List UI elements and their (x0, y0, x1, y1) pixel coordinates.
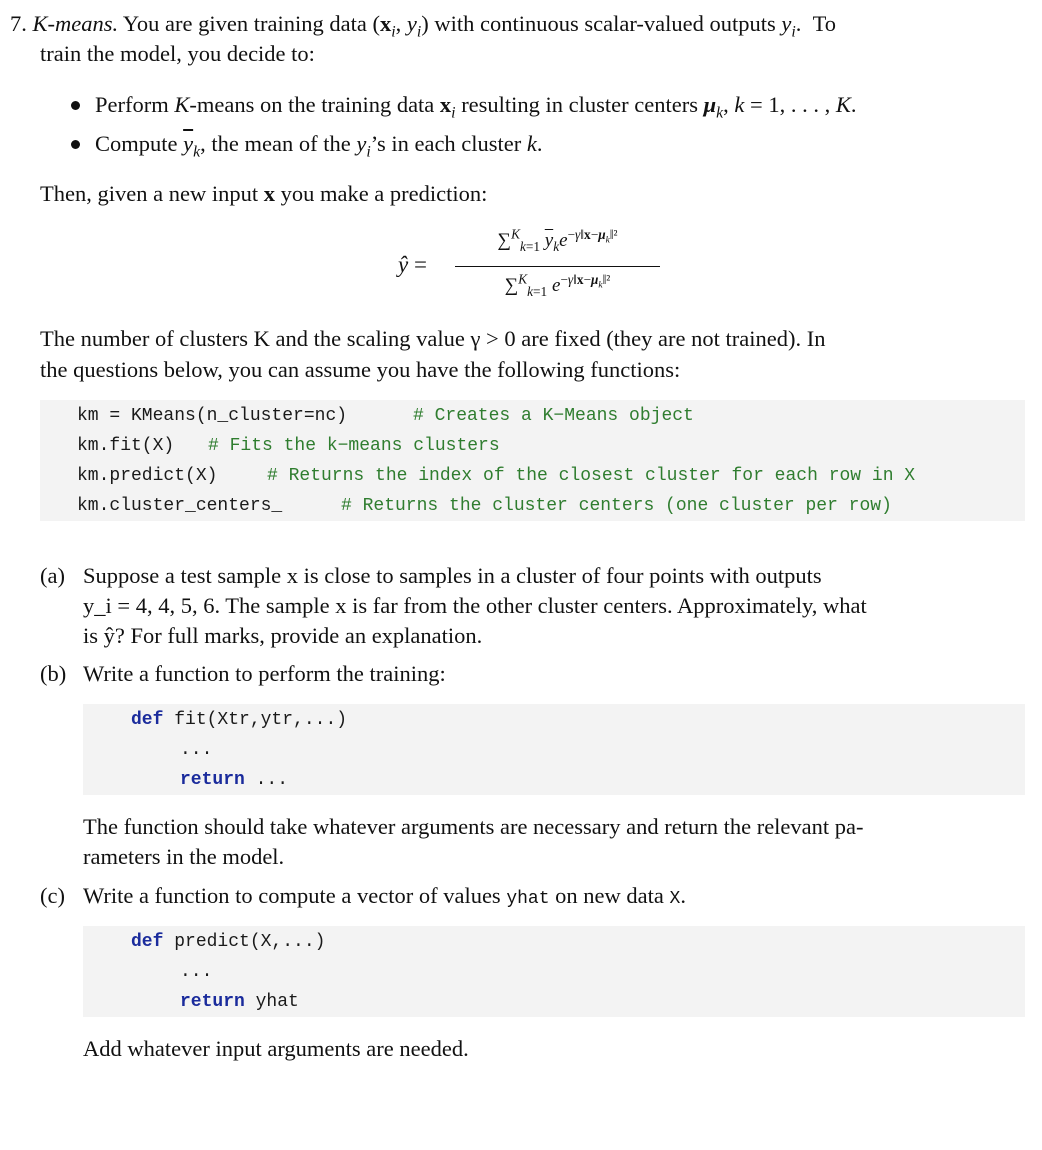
code-line (77, 431, 500, 461)
code-line (180, 765, 288, 795)
problem-intro-line2: train the model, you decide to: (40, 41, 315, 66)
part-c-X: X (669, 889, 681, 909)
code-comment: # Returns the cluster centers (one cluster per row) (341, 496, 892, 516)
bullet1-text-b: -means on the training data (189, 92, 435, 117)
bullet2-text-c: ’s in each cluster (370, 131, 522, 156)
part-b-label: (b) (40, 661, 67, 686)
equation-numerator: ∑$^K_{k=1}$ $\overline{y}_ke^{-\gamma‖x-\mu_k‖^2}$ (497, 226, 618, 254)
code-keyword: def (131, 710, 164, 730)
intro-text-c: To (812, 11, 837, 36)
code-line (77, 461, 916, 491)
part-c-text-b: on new data (555, 883, 664, 908)
intro-text-b: ) with continuous scalar-valued outputs (421, 11, 776, 36)
intro-text-a: You are given training data ( (122, 11, 380, 36)
bullet-item-kmeans: Perform K-means on the training data $x_i$ resulting in cluster centers $\mu_k$, k = 1, . . . , K. (95, 92, 857, 122)
part-c-yhat: yhat (506, 889, 550, 909)
bullet2-text-b: , the mean of the (200, 131, 351, 156)
part-a-line1: Suppose a test sample x is close to samples in a cluster of four points with outputs (83, 563, 822, 588)
code-block-functions (40, 400, 1025, 521)
bullet-icon (71, 101, 80, 110)
problem-title: K-means. (32, 11, 119, 36)
equation-denominator: ∑$^K_{k=1}$ $e^{-\gamma‖x-\mu_k‖^2}$ (504, 271, 611, 299)
then-line: Then, given a new input x you make a prediction: (40, 181, 488, 206)
code-comment: # Returns the index of the closest cluster for each row in X (267, 466, 916, 486)
code-text: predict(X,...) (174, 932, 326, 952)
bullet-item-compute: Compute $\overline{y}_k$, the mean of the $y_i’s$ in each cluster k. (95, 131, 543, 161)
problem-intro-line1: 7. K-means. You are given training data ($x_i$, $y_i$) with continuous scalar-valued outputs $y_i$. To (10, 11, 837, 41)
then-text-a: Then, given a new input (40, 181, 259, 206)
part-b-text: Write a function to perform the training: (83, 661, 446, 686)
bullet1-text-a: Perform (95, 92, 169, 117)
part-c-text-a: Write a function to compute a vector of values (83, 883, 501, 908)
code-keyword: def (131, 932, 164, 952)
code-text: yhat (255, 992, 299, 1012)
code-comment: # Creates a K−Means object (413, 406, 694, 426)
code-block-predict (83, 926, 1025, 1017)
code-line (180, 987, 299, 1017)
bullet-icon (71, 140, 80, 149)
part-b-after-line2: rameters in the model. (83, 844, 285, 869)
code-keyword: return (180, 770, 245, 790)
equation-yhat-lhs: ŷ = (398, 252, 427, 277)
code-text: ... (255, 770, 289, 790)
code-block-fit (83, 704, 1025, 795)
intro-xi: x (379, 11, 392, 36)
part-a-line3: is ŷ? For full marks, provide an explanation. (83, 623, 483, 648)
code-line: ... (180, 740, 213, 760)
bullet1-text-d: = 1, . . . , (750, 92, 831, 117)
part-a-label: (a) (40, 563, 65, 588)
fixed-params-line1: The number of clusters K and the scaling value γ > 0 are fixed (they are not trained). In (40, 326, 826, 351)
part-c-label: (c) (40, 883, 65, 908)
code-text: km.fit(X) (77, 436, 175, 456)
code-comment: # Fits the k−means clusters (208, 436, 500, 456)
bullet2-text-a: Compute (95, 131, 178, 156)
equation-fraction-bar (455, 266, 660, 267)
part-c-text-end: . (680, 883, 686, 908)
code-keyword: return (180, 992, 245, 1012)
problem-number: 7. (10, 11, 27, 36)
part-b-after-line1: The function should take whatever arguments are necessary and return the relevant pa- (83, 814, 864, 839)
part-c-after: Add whatever input arguments are needed. (83, 1036, 469, 1061)
then-text-b: you make a prediction: (280, 181, 488, 206)
code-text: km = KMeans(n_cluster=nc) (77, 406, 348, 426)
code-text: km.predict(X) (77, 466, 218, 486)
fixed-params-line2: the questions below, you can assume you have the following functions: (40, 357, 681, 382)
code-line (131, 927, 325, 957)
code-text: km.cluster_centers_ (77, 496, 283, 516)
bullet1-text-c: resulting in cluster centers (461, 92, 698, 117)
part-a-line2: y_i = 4, 4, 5, 6. The sample x is far from the other cluster centers. Approximately, what (83, 593, 867, 618)
code-line (77, 491, 892, 521)
part-c-text (83, 881, 686, 914)
code-line (131, 705, 347, 735)
code-line (77, 401, 694, 431)
code-line: ... (180, 962, 213, 982)
code-text: fit(Xtr,ytr,...) (174, 710, 348, 730)
